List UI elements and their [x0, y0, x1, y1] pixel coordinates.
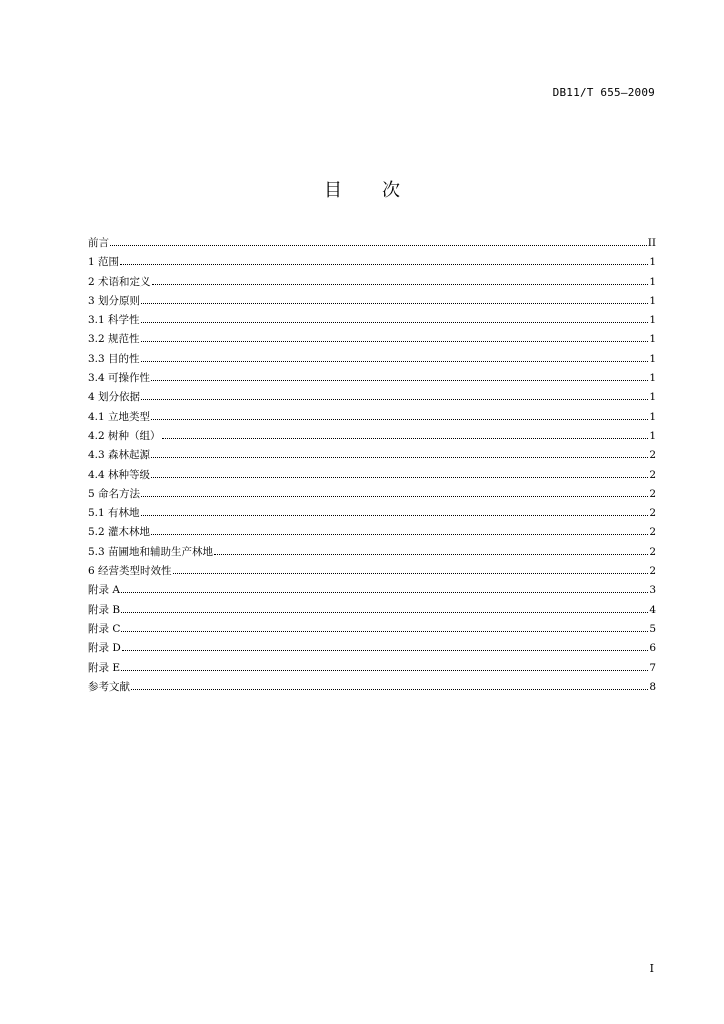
toc-entry-page: II	[647, 237, 656, 249]
toc-entry-page: 1	[649, 256, 656, 269]
toc-entry-label: 1 范围	[88, 256, 120, 269]
toc-entry-page: 2	[649, 487, 656, 500]
toc-leader-dots	[141, 361, 649, 362]
toc-entry-page: 5	[649, 622, 656, 635]
toc-entry-label: 附录 B	[88, 603, 121, 616]
toc-entry-page: 1	[649, 352, 656, 365]
toc-entry-label: 附录 E	[88, 661, 121, 674]
toc-leader-dots	[151, 419, 648, 420]
toc-entry[interactable]	[88, 523, 656, 542]
toc-entry-label: 参考文献	[88, 680, 130, 693]
toc-entry-label: 附录 D	[88, 642, 121, 655]
toc-entry-page: 1	[649, 391, 656, 404]
toc-entry[interactable]	[88, 581, 656, 600]
toc-entry[interactable]	[88, 620, 656, 639]
toc-entry-page: 2	[649, 526, 656, 539]
toc-leader-dots	[151, 477, 648, 478]
toc-entry[interactable]	[88, 369, 656, 388]
toc-entry[interactable]	[88, 446, 656, 465]
toc-entry[interactable]	[88, 485, 656, 504]
toc-leader-dots	[214, 554, 648, 555]
toc-leader-dots	[141, 341, 649, 342]
toc-leader-dots	[141, 399, 648, 400]
toc-leader-dots	[152, 284, 649, 285]
toc-title-char-1: 目	[324, 180, 342, 201]
toc-entry[interactable]	[88, 543, 656, 562]
toc-leader-dots	[121, 670, 648, 671]
toc-entry-label: 前言	[88, 237, 109, 249]
toc-entry[interactable]	[88, 311, 656, 330]
toc-entry-label: 3.2 规范性	[88, 333, 140, 346]
toc-entry[interactable]	[88, 292, 656, 311]
toc-entry-label: 5 命名方法	[88, 487, 141, 500]
toc-entry-page: 3	[649, 584, 656, 597]
toc-entry-page: 1	[649, 410, 656, 423]
toc-entry-label: 4.4 林种等级	[88, 468, 151, 481]
toc-entry-label: 3 划分原则	[88, 294, 141, 307]
toc-entry-page: 6	[649, 642, 656, 655]
toc-entry-label: 4 划分依据	[88, 391, 141, 404]
toc-entry-page: 1	[649, 294, 656, 307]
toc-leader-dots	[120, 264, 648, 265]
toc-entry[interactable]	[88, 234, 656, 253]
toc-leader-dots	[121, 592, 648, 593]
toc-entry-page: 2	[649, 468, 656, 481]
toc-leader-dots	[162, 438, 649, 439]
toc-entry[interactable]	[88, 388, 656, 407]
page-number: I	[649, 962, 654, 975]
toc-leader-dots	[121, 612, 648, 613]
toc-leader-dots	[151, 534, 648, 535]
toc-entry[interactable]	[88, 408, 656, 427]
toc-entry-page: 8	[649, 680, 656, 693]
toc-entry-page: 2	[649, 565, 656, 578]
toc-entry-label: 3.3 目的性	[88, 352, 140, 365]
toc-leader-dots	[141, 322, 649, 323]
toc-entry[interactable]	[88, 601, 656, 620]
toc-leader-dots	[131, 689, 648, 690]
toc-entry[interactable]	[88, 350, 656, 369]
toc-entry[interactable]	[88, 253, 656, 272]
toc-entry[interactable]	[88, 659, 656, 678]
toc-leader-dots	[122, 650, 649, 651]
toc-leader-dots	[141, 496, 648, 497]
toc-entry-page: 1	[649, 275, 656, 288]
toc-entry-label: 4.3 森林起源	[88, 449, 151, 462]
toc-entry-page: 2	[649, 507, 656, 520]
toc-leader-dots	[173, 573, 649, 574]
toc-entry-page: 7	[649, 661, 656, 674]
toc-entry-label: 3.4 可操作性	[88, 372, 151, 385]
toc-entry-page: 2	[649, 449, 656, 462]
toc-entry-page: 1	[649, 314, 656, 327]
toc-leader-dots	[141, 515, 649, 516]
toc-entry-label: 附录 C	[88, 622, 121, 635]
toc-entry-label: 3.1 科学性	[88, 314, 140, 327]
toc-entry-label: 6 经营类型时效性	[88, 565, 172, 578]
toc-leader-dots	[151, 380, 648, 381]
toc-entry[interactable]	[88, 504, 656, 523]
toc-entry[interactable]	[88, 330, 656, 349]
toc-entry-label: 5.2 灌木林地	[88, 526, 151, 539]
table-of-contents	[88, 234, 656, 697]
toc-entry-label: 2 术语和定义	[88, 275, 151, 288]
toc-entry-page: 1	[649, 333, 656, 346]
toc-entry[interactable]	[88, 562, 656, 581]
toc-leader-dots	[110, 245, 647, 246]
toc-entry-page: 2	[649, 545, 656, 558]
toc-entry[interactable]	[88, 273, 656, 292]
toc-entry-label: 4.2 树种（组）	[88, 429, 161, 442]
toc-entry[interactable]	[88, 427, 656, 446]
toc-leader-dots	[151, 457, 648, 458]
toc-entry-page: 4	[649, 603, 656, 616]
toc-leader-dots	[121, 631, 648, 632]
toc-entry[interactable]	[88, 639, 656, 658]
toc-leader-dots	[141, 303, 648, 304]
document-code: DB11/T 655—2009	[552, 86, 655, 99]
toc-entry-page: 1	[649, 429, 656, 442]
toc-entry-label: 附录 A	[88, 584, 120, 597]
toc-title	[0, 176, 724, 202]
toc-entry-page: 1	[649, 372, 656, 385]
toc-entry[interactable]	[88, 678, 656, 697]
toc-entry-label: 4.1 立地类型	[88, 410, 151, 423]
toc-entry-label: 5.1 有林地	[88, 507, 140, 520]
toc-entry[interactable]	[88, 466, 656, 485]
toc-entry-label: 5.3 苗圃地和辅助生产林地	[88, 545, 214, 558]
toc-title-char-2: 次	[382, 180, 400, 201]
